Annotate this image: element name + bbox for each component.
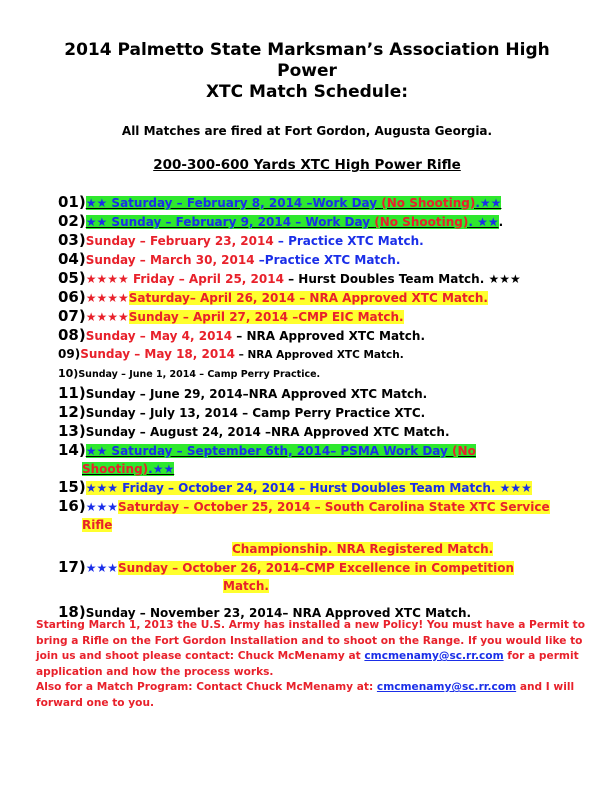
item-event: ★★★ Friday – October 24, 2014 – Hurst Doubles Team Match. ★★★ — [85, 481, 532, 495]
item-date: Sunday – May 18, 2014 — [80, 347, 235, 361]
schedule-item — [58, 307, 598, 326]
item-event: Sunday – April 27, 2014 –CMP EIC Match. — [128, 310, 404, 324]
item-event: Championship. NRA Registered Match. — [232, 542, 494, 556]
item-date: Sunday – May 4, 2014 — [85, 329, 233, 343]
item-number: 15) — [58, 478, 86, 496]
item-event: – NRA Approved XTC Match. — [234, 349, 404, 361]
item-event: –Practice XTC Match. — [254, 253, 401, 267]
item-event: – Hurst Doubles Team Match. ★★★ — [283, 272, 521, 286]
schedule-item — [58, 422, 598, 441]
title-line-1: 2014 Palmetto State Marksman’s Association High — [64, 40, 550, 60]
item-number: 18) — [58, 603, 86, 621]
item-stars: ★★ Saturday – February 8, 2014 –Work Day — [85, 196, 382, 210]
item-number: 08) — [58, 326, 86, 344]
item-note: Shooting) — [82, 462, 149, 476]
item-stars: ★★★ — [85, 561, 119, 575]
notice-text: Starting March 1, 2013 the U.S. Army has installed a new Policy! You must have a Permit to bring a Rifle on the Fort Gordon Installation and to shoot on the Range. If you would like to join us and shoot please contact: Chuck McMenamy at — [36, 619, 585, 662]
item-number: 16) — [58, 497, 86, 515]
title-line-2: Power — [277, 61, 337, 81]
item-stars-end: .★★ — [475, 196, 502, 210]
item-period: . — [498, 215, 504, 229]
schedule-item — [58, 231, 598, 250]
schedule-item — [58, 269, 598, 288]
item-number: 02) — [58, 212, 86, 230]
permit-notice — [36, 618, 596, 711]
schedule-item — [58, 558, 598, 577]
schedule-item-continued — [58, 460, 598, 478]
item-event: Sunday – July 13, 2014 – Camp Perry Practice XTC. — [85, 406, 426, 420]
section-heading: 200-300-600 Yards XTC High Power Rifle — [153, 157, 461, 173]
notice-text: Also for a Match Program: Contact Chuck McMenamy at: — [36, 681, 377, 693]
email-link[interactable]: cmcmenamy@sc.rr.com — [376, 681, 517, 693]
item-number: 06) — [58, 288, 86, 306]
item-event: – Practice XTC Match. — [273, 234, 424, 248]
title-line-3: XTC Match Schedule: — [205, 82, 409, 102]
item-note: (No Shooting) — [381, 196, 476, 210]
schedule-item-continued — [58, 577, 598, 595]
item-number: 13) — [58, 422, 86, 440]
schedule-item-continued — [58, 540, 598, 558]
item-text: ★★ Sunday – February 9, 2014 – Work Day — [85, 215, 375, 229]
schedule-item — [58, 288, 598, 307]
item-event: Sunday – August 24, 2014 –NRA Approved XTC Match. — [85, 425, 450, 439]
item-number: 17) — [58, 558, 86, 576]
schedule-list — [58, 193, 598, 622]
item-stars: ★★★★ — [85, 291, 129, 305]
item-event: Saturday – October 25, 2014 – South Carolina State XTC Service — [118, 500, 550, 514]
item-note: (No Shooting) — [374, 215, 469, 229]
item-number: 11) — [58, 384, 86, 402]
item-number: 01) — [58, 193, 86, 211]
notice-text: for a permit application and how the process works. — [36, 650, 579, 678]
item-stars-end: .★★ — [148, 462, 175, 476]
schedule-item — [58, 497, 598, 516]
item-event: Sunday – June 1, 2014 – Camp Perry Practice. — [78, 369, 321, 380]
item-number: 14) — [58, 441, 86, 459]
item-number: 07) — [58, 307, 86, 325]
schedule-item — [58, 212, 598, 231]
item-event: Sunday – October 26, 2014–CMP Excellence in Competition — [118, 561, 515, 575]
item-number: 05) — [58, 269, 86, 287]
schedule-item — [58, 441, 598, 460]
item-date: ★★★★ Friday – April 25, 2014 — [85, 272, 284, 286]
email-link[interactable]: cmcmenamy@sc.rr.com — [364, 650, 504, 662]
item-stars: ★★★★ — [85, 310, 129, 324]
item-event: Saturday– April 26, 2014 – NRA Approved XTC Match. — [128, 291, 488, 305]
item-event: Sunday – June 29, 2014–NRA Approved XTC Match. — [85, 387, 428, 401]
schedule-item — [58, 364, 598, 384]
schedule-item — [58, 384, 598, 403]
schedule-item — [58, 478, 598, 497]
item-text: ★★ Saturday – September 6th, 2014– PSMA Work Day — [85, 444, 453, 458]
notice-text: and I will forward one to you. — [36, 681, 575, 709]
item-event: Match. — [223, 579, 269, 593]
schedule-item-continued — [58, 516, 598, 534]
item-stars-end: . ★★ — [468, 215, 499, 229]
item-number: 09) — [58, 347, 81, 361]
item-note: (No — [452, 444, 476, 458]
item-number: 10) — [58, 367, 79, 380]
schedule-item — [58, 193, 598, 212]
item-number: 12) — [58, 403, 86, 421]
item-date: Sunday – March 30, 2014 — [85, 253, 255, 267]
schedule-item — [58, 345, 598, 364]
item-number: 03) — [58, 231, 86, 249]
item-event: Sunday – November 23, 2014– NRA Approved XTC Match. — [85, 606, 472, 620]
item-number: 04) — [58, 250, 86, 268]
document-title — [20, 40, 594, 103]
schedule-item — [58, 403, 598, 422]
item-date: Sunday – February 23, 2014 — [85, 234, 274, 248]
item-event: Rifle — [82, 518, 113, 532]
schedule-item — [58, 250, 598, 269]
location-subtitle: All Matches are fired at Fort Gordon, Augusta Georgia. — [121, 124, 493, 138]
item-stars: ★★★ — [85, 500, 119, 514]
schedule-item — [58, 326, 598, 345]
item-event: – NRA Approved XTC Match. — [232, 329, 425, 343]
